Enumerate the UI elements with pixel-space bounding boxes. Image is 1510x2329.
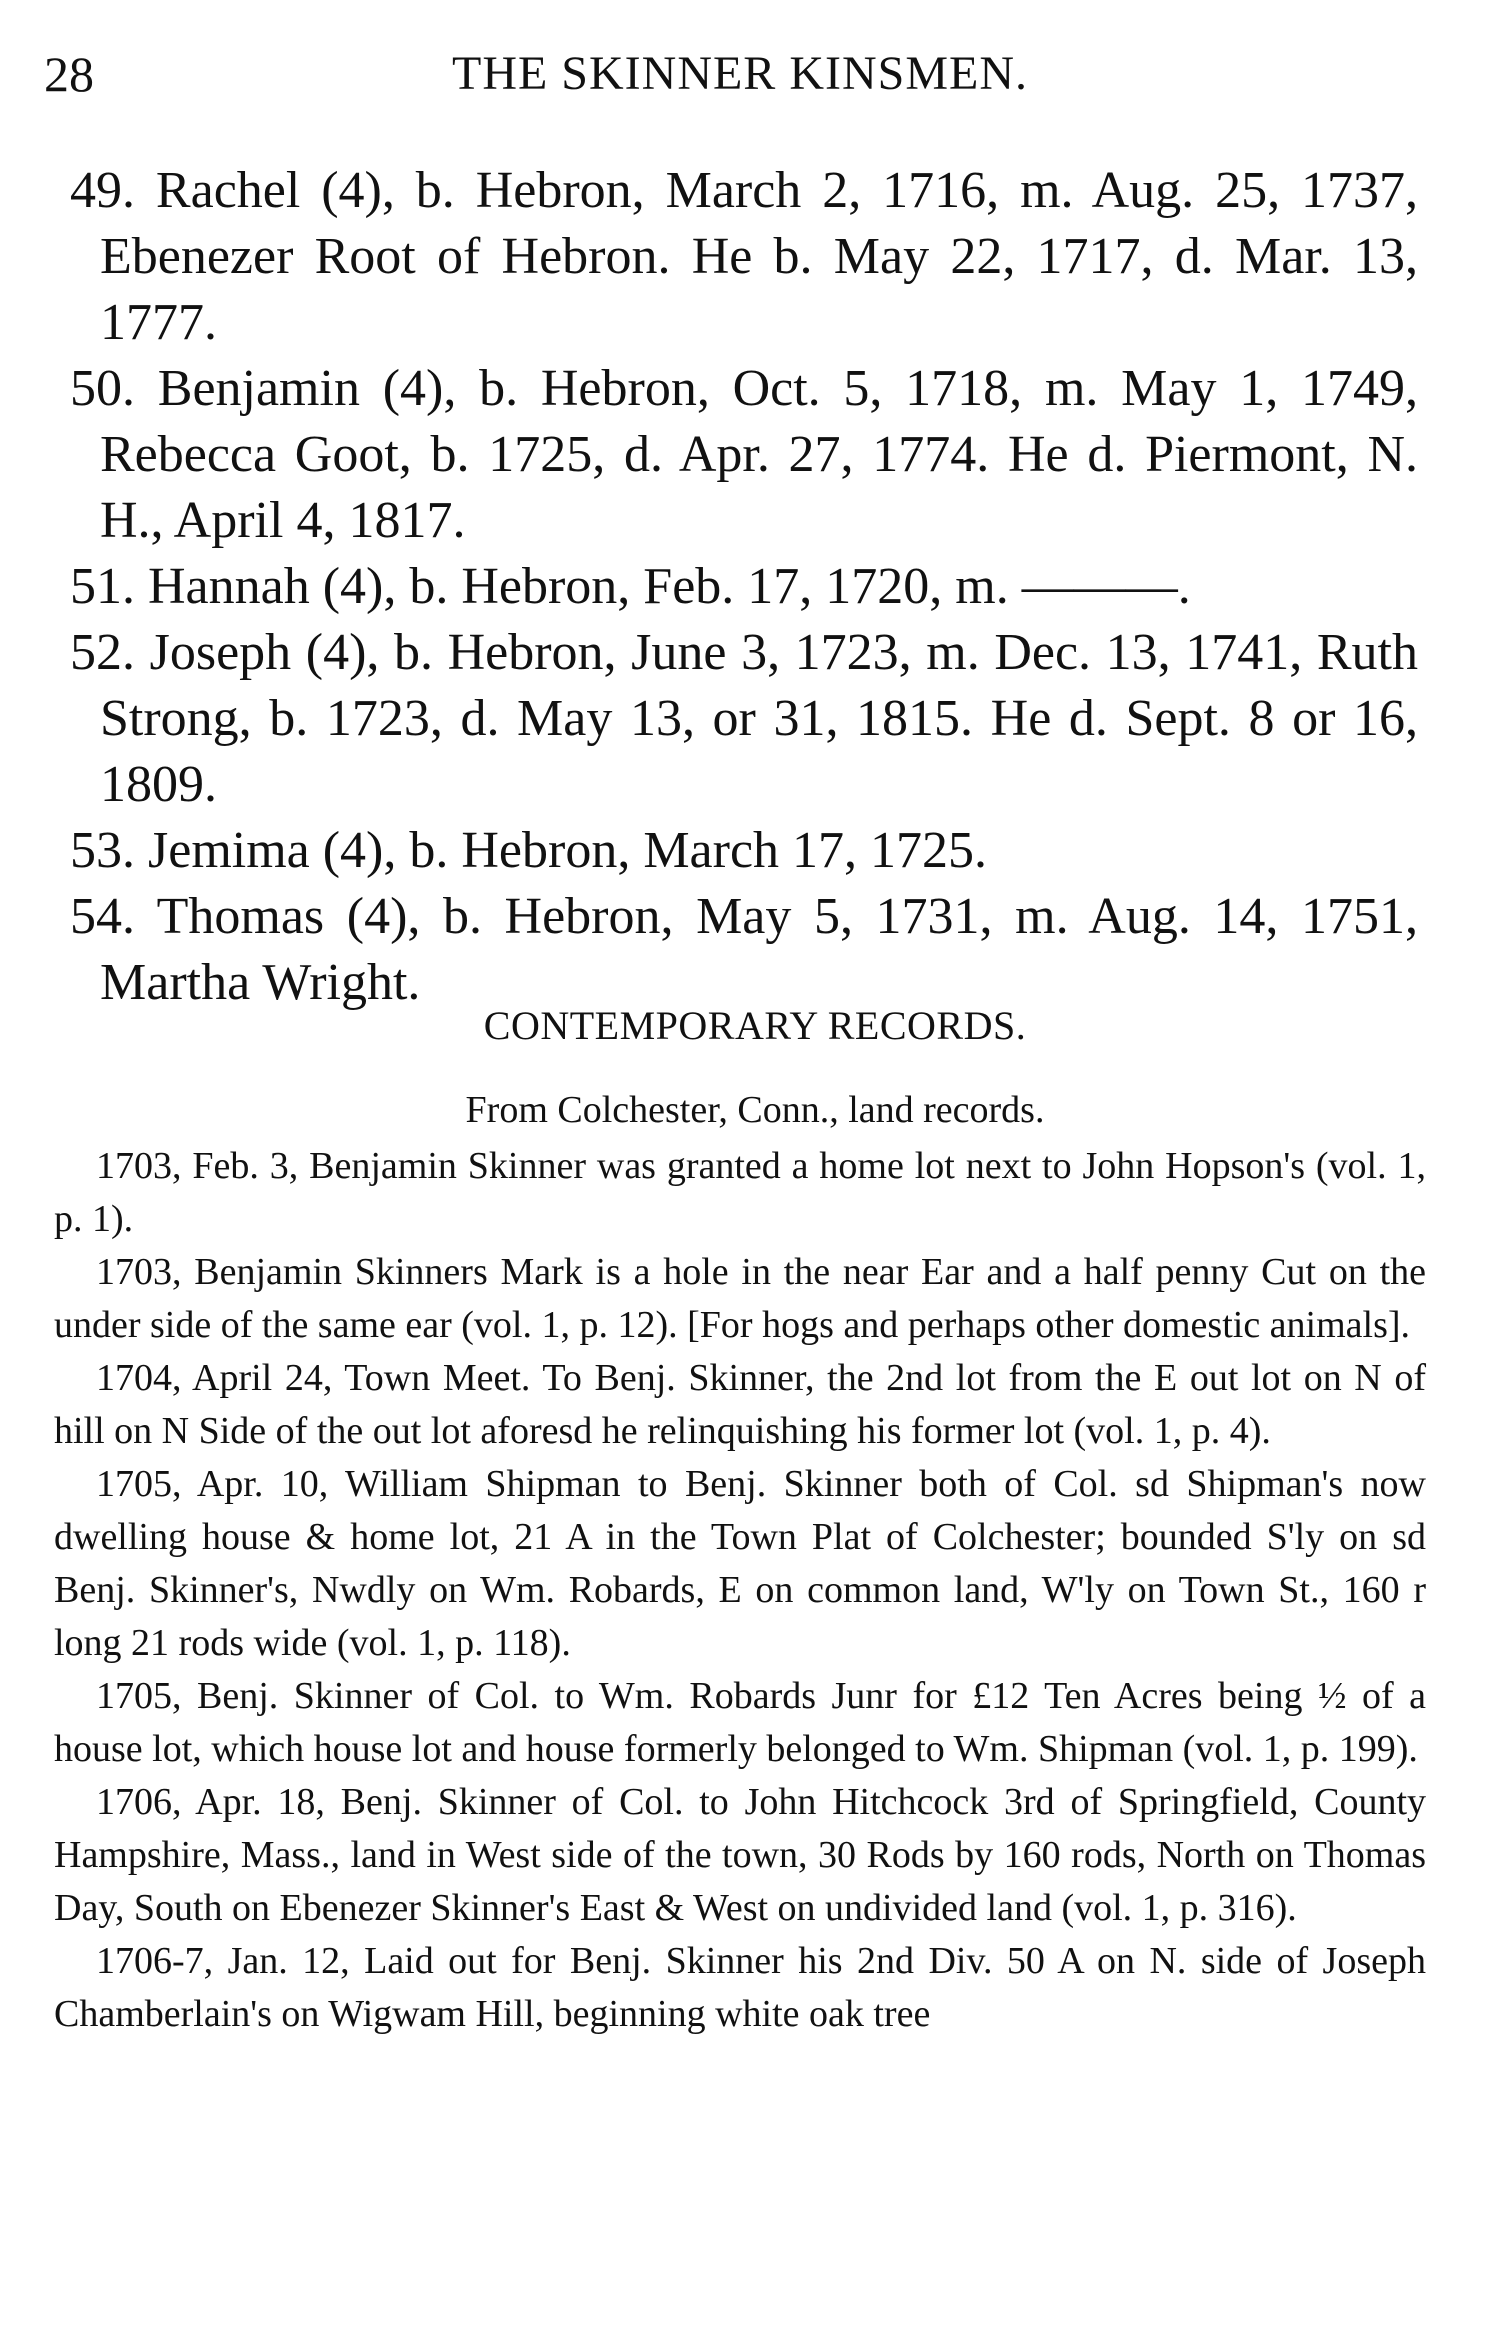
record-paragraph: 1703, Benjamin Skinners Mark is a hole in the near Ear and a half penny Cut on the under side of the same ear (vol. 1, p. 12). [For hogs and perhaps other domestic animals]. xyxy=(54,1251,1426,1346)
page-number: 28 xyxy=(44,46,94,102)
genealogy-entry-50 xyxy=(70,356,1418,554)
record-paragraph: 1704, April 24, Town Meet. To Benj. Skinner, the 2nd lot from the E out lot on N of hill on N Side of the out lot aforesd he relinquishing his former lot (vol. 1, p. 4). xyxy=(54,1357,1426,1452)
record-paragraph: 1706, Apr. 18, Benj. Skinner of Col. to John Hitchcock 3rd of Springfield, County Hampshire, Mass., land in West side of the town, 30 Rods by 160 rods, North on Thomas Day, South on Ebenezer Skinner's East & West on undivided land (vol. 1, p. 316). xyxy=(54,1781,1426,1929)
entry-text: 49. Rachel (4), b. Hebron, March 2, 1716, m. Aug. 25, 1737, Ebenezer Root of Hebron. He b. May 22, 1717, d. Mar. 13, 1777. xyxy=(70,162,1418,351)
land-records xyxy=(54,1140,1426,2041)
genealogy-entries xyxy=(70,158,1418,1016)
entry-text: 52. Joseph (4), b. Hebron, June 3, 1723, m. Dec. 13, 1741, Ruth Strong, b. 1723, d. May 13, or 31, 1815. He d. Sept. 8 or 16, 1809. xyxy=(70,624,1418,813)
entry-text: 51. Hannah (4), b. Hebron, Feb. 17, 1720, m. ———. xyxy=(70,558,1191,615)
genealogy-entry-49 xyxy=(70,158,1418,356)
entry-text: 53. Jemima (4), b. Hebron, March 17, 1725. xyxy=(70,822,988,879)
page-header xyxy=(44,38,1436,110)
genealogy-entry-53 xyxy=(70,818,1418,884)
genealogy-entry-52 xyxy=(70,620,1418,818)
record-paragraph: 1705, Apr. 10, William Shipman to Benj. Skinner both of Col. sd Shipman's now dwelling house & home lot, 21 A in the Town Plat of Colchester; bounded S'ly on sd Benj. Skinner's, Nwdly on Wm. Robards, E on common land, W'ly on Town St., 160 r long 21 rods wide (vol. 1, p. 118). xyxy=(54,1463,1426,1664)
entry-text: 54. Thomas (4), b. Hebron, May 5, 1731, m. Aug. 14, 1751, Martha Wright. xyxy=(70,888,1418,1011)
record-paragraph: 1703, Feb. 3, Benjamin Skinner was granted a home lot next to John Hopson's (vol. 1, p. 1). xyxy=(54,1145,1426,1240)
running-title: THE SKINNER KINSMEN. xyxy=(452,47,1028,100)
section-heading: CONTEMPORARY RECORDS. xyxy=(483,1003,1027,1048)
genealogy-entry-51 xyxy=(70,554,1418,620)
entry-text: 50. Benjamin (4), b. Hebron, Oct. 5, 1718, m. May 1, 1749, Rebecca Goot, b. 1725, d. Apr. 27, 1774. He d. Piermont, N. H., April 4, 1817. xyxy=(70,360,1418,549)
section-subheading: From Colchester, Conn., land records. xyxy=(465,1089,1045,1131)
record-paragraph: 1706-7, Jan. 12, Laid out for Benj. Skinner his 2nd Div. 50 A on N. side of Joseph Chamberlain's on Wigwam Hill, beginning white oak tree xyxy=(54,1940,1426,2035)
record-paragraph: 1705, Benj. Skinner of Col. to Wm. Robards Junr for £12 Ten Acres being ½ of a house lot, which house lot and house formerly belonged to Wm. Shipman (vol. 1, p. 199). xyxy=(54,1675,1426,1770)
